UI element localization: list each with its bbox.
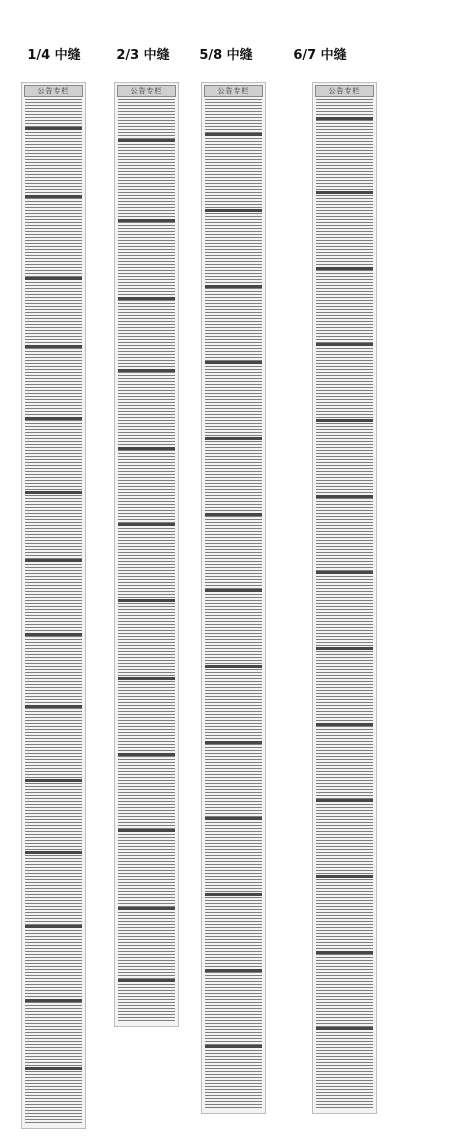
- column-title-3: 5/8 中缝: [199, 48, 253, 63]
- column-title-2: 2/3 中缝: [116, 48, 170, 63]
- strip-text-block-2: [118, 99, 175, 1023]
- notice-strip-1: [21, 82, 86, 1129]
- strip-text-block-4: [316, 99, 373, 1110]
- notice-strip-4: [312, 82, 377, 1114]
- strip-header-2: 公告专栏: [117, 85, 176, 97]
- column-title-4: 6/7 中缝: [293, 48, 347, 63]
- strip-header-4: 公告专栏: [315, 85, 374, 97]
- strip-header-1: 公告专栏: [24, 85, 83, 97]
- notice-strip-3: [201, 82, 266, 1114]
- strip-header-3: 公告专栏: [204, 85, 263, 97]
- strip-text-block-1: [25, 99, 82, 1125]
- column-title-1: 1/4 中缝: [27, 48, 81, 63]
- strip-text-block-3: [205, 99, 262, 1110]
- notice-strip-2: [114, 82, 179, 1027]
